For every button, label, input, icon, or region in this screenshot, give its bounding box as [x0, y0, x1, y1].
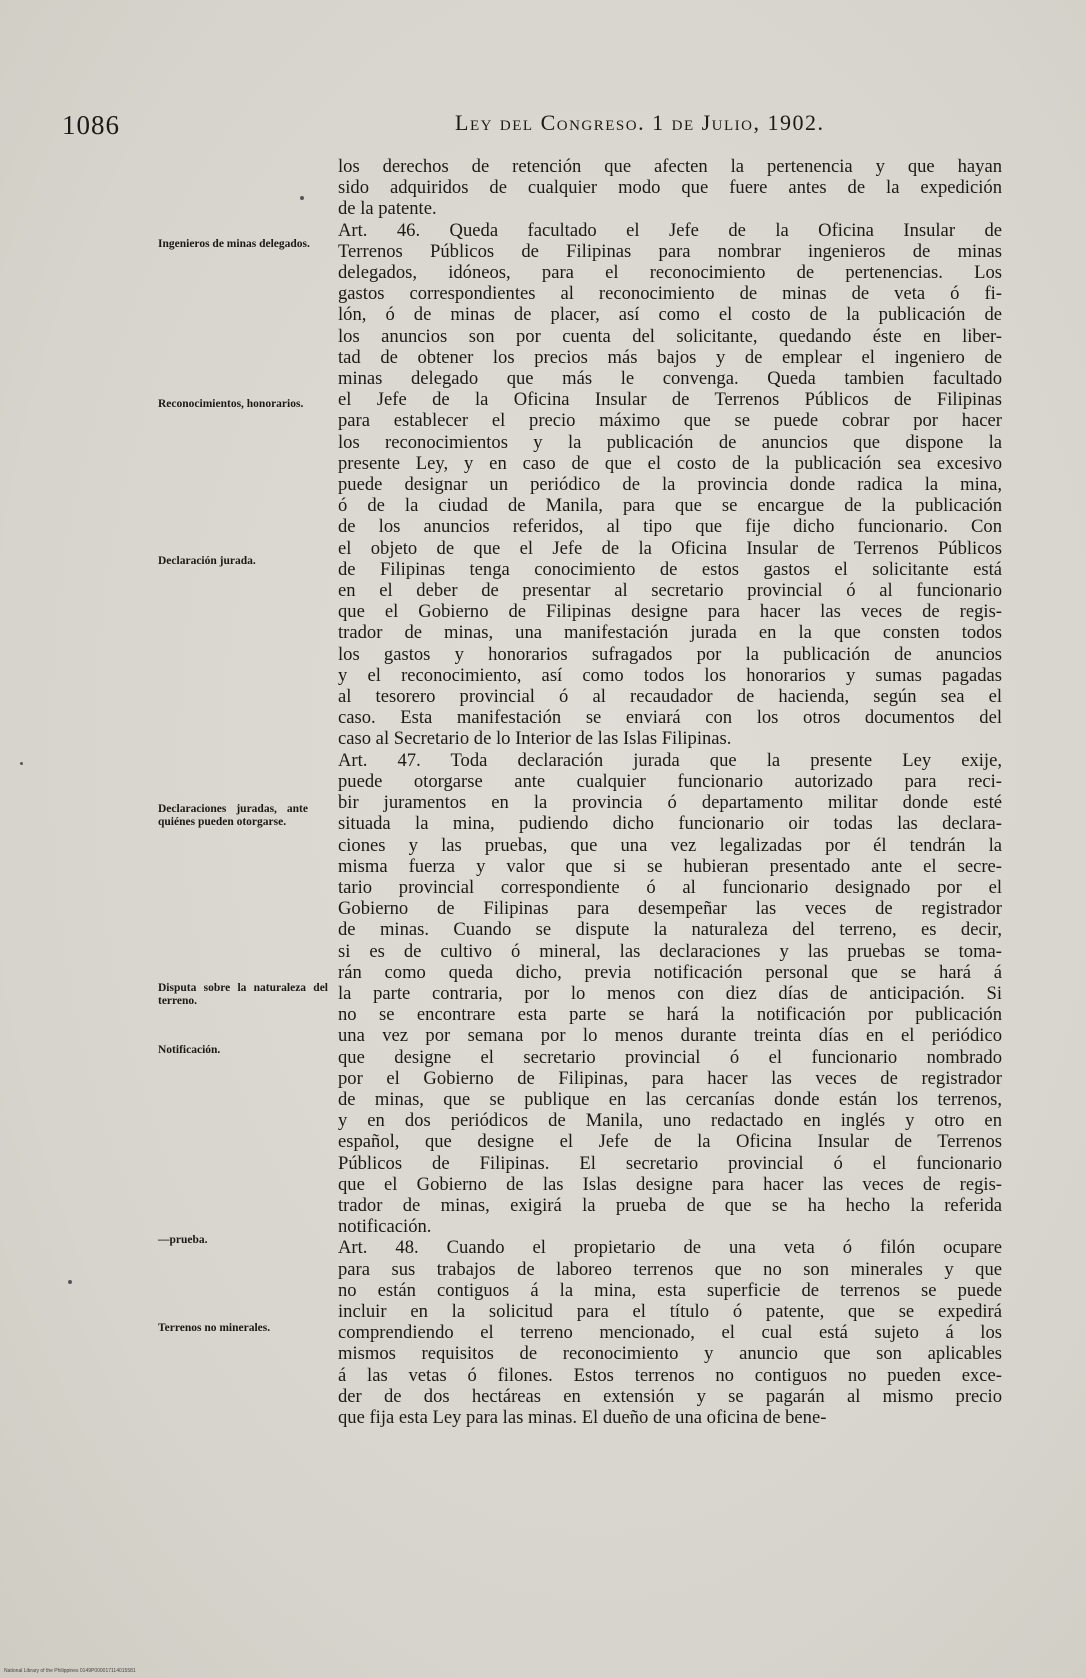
margin-note-notificacion: Notificación.: [158, 1044, 221, 1056]
body-line: puede otorgarse ante cualquier funcionario autorizado para reci-: [338, 770, 1002, 792]
body-line: trador de minas, exigirá la prueba de que se ha hecho la referida: [338, 1194, 1002, 1216]
body-line: para establecer el precio máximo que se puede cobrar por hacer: [338, 410, 1002, 432]
body-line: de Filipinas tenga conocimiento de estos gastos el solicitante está: [338, 558, 1002, 580]
body-line: Art. 46. Queda facultado el Jefe de la Oficina Insular de: [338, 219, 1002, 241]
body-text: [338, 156, 1002, 1428]
margin-note-disputa: Disputa sobre la naturaleza del terreno.: [158, 982, 328, 1007]
body-line: ciones y las pruebas, que una vez legalizadas por él tendrán la: [338, 834, 1002, 856]
margin-note-prueba: —prueba.: [158, 1234, 208, 1246]
body-line: comprendiendo el terreno mencionado, el cual está sujeto á los: [338, 1322, 1002, 1344]
body-line: que el Gobierno de Filipinas designe para hacer las veces de regis-: [338, 601, 1002, 623]
body-line: el objeto de que el Jefe de la Oficina Insular de Terrenos Públicos: [338, 537, 1002, 559]
body-line: si es de cultivo ó mineral, las declaraciones y las pruebas se toma-: [338, 940, 1002, 962]
body-line: los gastos y honorarios sufragados por la publicación de anuncios: [338, 643, 1002, 665]
body-line: no se encontrare esta parte se hará la notificación por publicación: [338, 1004, 1002, 1026]
body-line: trador de minas, una manifestación jurada en la que consten todos: [338, 622, 1002, 644]
body-line: presente Ley, y en caso de que el costo de la publicación sea excesivo: [338, 452, 1002, 474]
scan-speck: [300, 196, 304, 200]
body-line: der de dos hectáreas en extensión y se pagarán al mismo precio: [338, 1385, 1002, 1407]
body-line: bir juramentos en la provincia ó departamento militar donde esté: [338, 792, 1002, 814]
body-line: minas delegado que más le convenga. Queda tambien facultado: [338, 368, 1002, 390]
body-line: Públicos de Filipinas. El secretario provincial ó el funcionario: [338, 1152, 1002, 1174]
body-line: los anuncios son por cuenta del solicitante, quedando éste en liber-: [338, 325, 1002, 347]
body-line: en el deber de presentar al secretario provincial ó al funcionario: [338, 580, 1002, 602]
body-line: español, que designe el Jefe de la Oficina Insular de Terrenos: [338, 1131, 1002, 1153]
page-number: 1086: [62, 110, 120, 140]
body-line: delegados, idóneos, para el reconocimiento de pertenencias. Los: [338, 262, 1002, 284]
body-line: la parte contraria, por lo menos con diez días de anticipación. Si: [338, 982, 1002, 1004]
body-line: gastos correspondientes al reconocimiento de minas de veta ó fi-: [338, 283, 1002, 305]
margin-note-declaraciones-juradas: Declaraciones juradas, ante quiénes pueden otorgarse.: [158, 803, 308, 828]
body-line: misma fuerza y valor que si se hubieran presentado ante el secre-: [338, 855, 1002, 877]
body-line: que fija esta Ley para las minas. El dueño de una oficina de bene-: [338, 1406, 827, 1428]
body-line: puede designar un periódico de la provincia donde radica la mina,: [338, 474, 1002, 496]
body-line: de minas. Cuando se dispute la naturaleza del terreno, es decir,: [338, 919, 1002, 941]
body-line: de la patente.: [338, 198, 437, 220]
body-line: por el Gobierno de Filipinas, para hacer las veces de registrador: [338, 1067, 1002, 1089]
body-line: incluir en la solicitud para el título ó patente, que se expedirá: [338, 1300, 1002, 1322]
body-line: una vez por semana por lo menos durante treinta días en el periódico: [338, 1025, 1002, 1047]
body-line: al tesorero provincial ó al recaudador de hacienda, según sea el: [338, 686, 1002, 708]
margin-note-declaracion-jurada: Declaración jurada.: [158, 555, 256, 567]
margin-note-reconocimientos: Reconocimientos, honorarios.: [158, 398, 304, 410]
body-line: sido adquiridos de cualquier modo que fuere antes de la expedición: [338, 177, 1002, 199]
running-head: Ley del Congreso. 1 de Julio, 1902.: [455, 110, 825, 135]
body-line: á las vetas ó filones. Estos terrenos no contiguos no pueden exce-: [338, 1364, 1002, 1386]
body-line: no están contiguos á la mina, esta superficie de terrenos se puede: [338, 1279, 1002, 1301]
body-line: y en dos periódicos de Manila, uno redactado en inglés y otro en: [338, 1110, 1002, 1132]
body-line: caso al Secretario de lo Interior de las Islas Filipinas.: [338, 728, 732, 750]
body-line: el Jefe de la Oficina Insular de Terrenos Públicos de Filipinas: [338, 389, 1002, 411]
body-line: mismos requisitos de reconocimiento y anuncio que son aplicables: [338, 1343, 1002, 1365]
body-line: Gobierno de Filipinas para desempeñar las veces de registrador: [338, 898, 1002, 920]
body-line: ó de la ciudad de Manila, para que se encargue de la publicación: [338, 495, 1002, 517]
footer-credit: National Library of the Philippines 0149P000017114015581: [4, 1668, 136, 1674]
body-line: rán como queda dicho, previa notificación personal que se hará á: [338, 961, 1002, 983]
body-line: los derechos de retención que afecten la pertenencia y que hayan: [338, 156, 1002, 177]
body-line: Terrenos Públicos de Filipinas para nombrar ingenieros de minas: [338, 240, 1002, 262]
body-line: tad de obtener los precios más bajos y de emplear el ingeniero de: [338, 346, 1002, 368]
body-line: de los anuncios referidos, al tipo que fije dicho funcionario. Con: [338, 516, 1002, 538]
body-line: lón, ó de minas de placer, así como el costo de la publicación de: [338, 304, 1002, 326]
margin-note-terrenos: Terrenos no minerales.: [158, 1322, 271, 1334]
body-line: que designe el secretario provincial ó el funcionario nombrado: [338, 1046, 1002, 1068]
body-line: tario provincial correspondiente ó al funcionario designado por el: [338, 876, 1002, 898]
body-line: y el reconocimiento, así como todos los honorarios y sumas pagadas: [338, 664, 1002, 686]
body-line: para sus trabajos de laboreo terrenos que no son minerales y que: [338, 1258, 1002, 1280]
body-line: caso. Esta manifestación se enviará con los otros documentos del: [338, 707, 1002, 729]
body-line: notificación.: [338, 1216, 432, 1238]
margin-note-ingenieros: Ingenieros de minas delegados.: [158, 238, 310, 250]
body-line: que el Gobierno de las Islas designe para hacer las veces de regis-: [338, 1173, 1002, 1195]
body-line: los reconocimientos y la publicación de anuncios que dispone la: [338, 431, 1002, 453]
body-line: Art. 48. Cuando el propietario de una veta ó filón ocupare: [338, 1237, 1002, 1259]
scan-speck: [68, 1280, 72, 1284]
scan-speck: [20, 762, 23, 765]
body-line: Art. 47. Toda declaración jurada que la presente Ley exije,: [338, 749, 1002, 771]
body-line: de minas, que se publique en las cercanías donde están los terrenos,: [338, 1088, 1002, 1110]
body-line: situada la mina, pudiendo dicho funcionario oir todas las declara-: [338, 813, 1002, 835]
